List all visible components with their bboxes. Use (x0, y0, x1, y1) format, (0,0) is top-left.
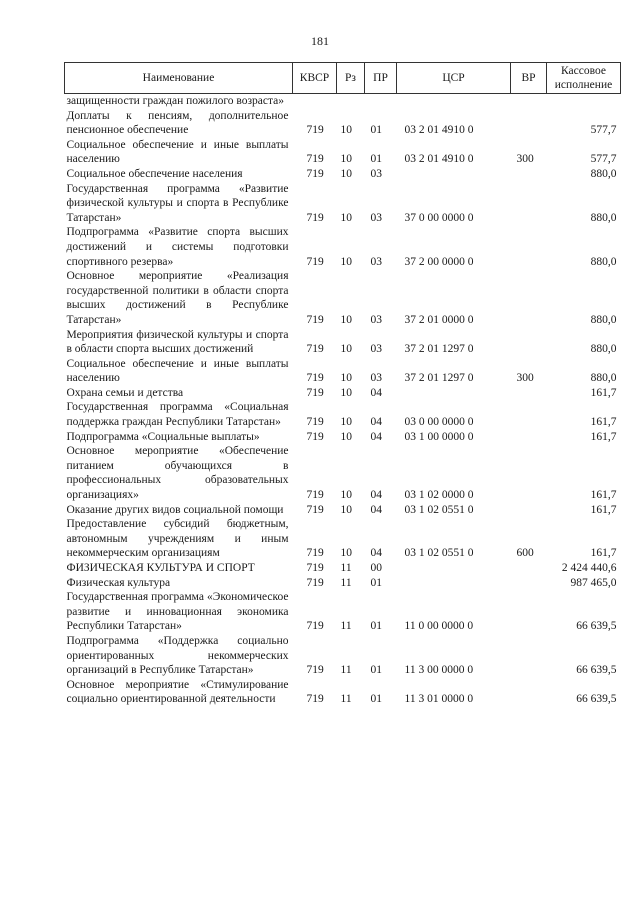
cell-pr: 04 (370, 416, 382, 429)
cell-pr (365, 94, 397, 109)
cell-rz: 11 (340, 562, 352, 574)
page-number: 181 (311, 34, 329, 48)
cell-vr (511, 94, 547, 109)
cell-rz: 11 (340, 620, 352, 633)
table-row (65, 138, 621, 167)
cell-name: Социальное обеспечение и иные выплаты населению (66, 138, 289, 166)
table-header-row (65, 63, 621, 94)
cell-csr: 37 0 00 0000 0 (404, 211, 474, 224)
cell-name: Оказание других видов социальной помощи (66, 503, 284, 516)
cell-rz: 10 (340, 153, 352, 166)
cell-sum: 66 639,5 (576, 620, 617, 633)
cell-csr: 11 0 00 0000 0 (404, 620, 474, 633)
cell-vr: 300 (516, 372, 534, 385)
cell-pr: 04 (370, 386, 382, 399)
cell-sum: 880,0 (590, 343, 617, 356)
cell-kvsr: 719 (306, 372, 324, 385)
table-row (65, 517, 621, 561)
cell-vr (511, 109, 547, 138)
cell-kvsr: 719 (306, 562, 324, 574)
cell-name: Охрана семьи и детства (66, 386, 184, 399)
cell-name: Физическая культура (66, 576, 171, 589)
header-sum-line1: Кассовое (561, 65, 606, 77)
cell-sum: 577,7 (590, 153, 617, 166)
cell-sum: 161,7 (590, 430, 617, 443)
table-row (65, 590, 621, 634)
cell-vr (511, 444, 547, 502)
cell-sum: 880,0 (590, 255, 617, 268)
cell-rz: 10 (340, 430, 352, 443)
cell-csr (397, 94, 511, 109)
cell-pr: 01 (370, 124, 382, 137)
cell-csr (397, 561, 511, 576)
cell-kvsr: 719 (306, 124, 324, 137)
cell-csr: 03 1 02 0551 0 (404, 503, 474, 516)
table-row (65, 269, 621, 327)
cell-pr: 01 (370, 664, 382, 677)
cell-kvsr: 719 (306, 255, 324, 268)
table-row (65, 430, 621, 445)
cell-kvsr: 719 (306, 416, 324, 429)
cell-sum: 161,7 (590, 489, 617, 502)
cell-kvsr: 719 (306, 693, 324, 706)
cell-kvsr: 719 (306, 386, 324, 399)
cell-rz: 10 (340, 489, 352, 502)
cell-rz: 10 (340, 255, 352, 268)
cell-vr (511, 182, 547, 226)
cell-rz: 10 (340, 547, 352, 560)
table-row (65, 444, 621, 502)
table-row (65, 167, 621, 182)
cell-vr (511, 590, 547, 634)
header-rz: Рз (337, 63, 365, 94)
cell-csr: 37 2 01 0000 0 (404, 313, 474, 326)
cell-name: Государственная программа «Экономическое развитие и инновационная экономика Республики Татарстан» (66, 591, 289, 633)
table-row (65, 678, 621, 707)
cell-name: Мероприятия физической культуры и спорта в области спорта высших достижений (66, 328, 289, 356)
cell-kvsr: 719 (306, 547, 324, 560)
cell-pr: 04 (370, 503, 382, 516)
cell-csr: 03 1 02 0551 0 (404, 547, 474, 560)
cell-name: Доплаты к пенсиям, дополнительное пенсионное обеспечение (66, 109, 289, 137)
header-pr: ПР (365, 63, 397, 94)
cell-vr (511, 167, 547, 182)
header-name: Наименование (65, 63, 293, 94)
cell-pr: 03 (370, 343, 382, 356)
cell-kvsr: 719 (306, 664, 324, 677)
cell-vr: 600 (516, 547, 534, 560)
cell-pr: 03 (370, 372, 382, 385)
cell-pr: 03 (370, 313, 382, 326)
cell-sum: 161,7 (590, 386, 617, 399)
cell-vr (511, 634, 547, 678)
cell-name: Государственная программа «Социальная поддержка граждан Республики Татарстан» (66, 401, 289, 429)
cell-sum: 66 639,5 (576, 664, 617, 677)
cell-csr: 11 3 01 0000 0 (404, 693, 474, 706)
table-row (65, 503, 621, 518)
cell-sum: 880,0 (590, 211, 617, 224)
cell-sum (547, 94, 621, 109)
cell-name: Предоставление субсидий бюджетным, автономным учреждениям и иным некоммерческим организациям (66, 518, 289, 560)
cell-csr (397, 576, 511, 591)
cell-pr: 00 (370, 562, 382, 574)
cell-pr: 04 (370, 489, 382, 502)
cell-name: Основное мероприятие «Реализация государственной политики в области спорта высших достижений в Республике Татарстан» (66, 270, 289, 326)
cell-name: Подпрограмма «Развитие спорта высших достижений и системы подготовки спортивного резерва» (66, 226, 289, 268)
cell-name: Основное мероприятие «Стимулирование социально ориентированной деятельности (66, 678, 289, 706)
cell-kvsr: 719 (306, 576, 324, 589)
cell-name: Социальное обеспечение и иные выплаты населению (66, 357, 289, 385)
cell-rz: 10 (340, 167, 352, 180)
cell-kvsr: 719 (306, 313, 324, 326)
cell-csr: 03 0 00 0000 0 (404, 416, 474, 429)
cell-csr (397, 167, 511, 182)
cell-sum: 161,7 (590, 547, 617, 560)
cell-name: Основное мероприятие «Обеспечение питанием обучающихся в профессиональных образовательных организациях» (66, 445, 289, 502)
cell-sum: 66 639,5 (576, 693, 617, 706)
table-row (65, 634, 621, 678)
cell-rz: 11 (340, 576, 352, 589)
cell-name: Государственная программа «Развитие физической культуры и спорта в Республике Татарстан» (66, 182, 289, 224)
cell-sum: 2 424 440,6 (561, 562, 617, 574)
cell-kvsr: 719 (306, 153, 324, 166)
cell-sum: 577,7 (590, 124, 617, 137)
cell-sum: 987 465,0 (570, 576, 617, 589)
cell-vr (511, 430, 547, 445)
table-row (65, 561, 621, 576)
cell-pr: 01 (370, 693, 382, 706)
header-sum (547, 63, 621, 94)
cell-kvsr: 719 (306, 167, 324, 180)
table-row (65, 109, 621, 138)
cell-rz: 10 (340, 211, 352, 224)
cell-csr: 37 2 00 0000 0 (404, 255, 474, 268)
cell-pr: 01 (370, 153, 382, 166)
cell-kvsr: 719 (306, 211, 324, 224)
table-row (65, 386, 621, 401)
header-kvsr: КВСР (293, 63, 337, 94)
cell-pr: 04 (370, 547, 382, 560)
cell-name: защищенности граждан пожилого возраста» (66, 95, 285, 107)
header-vr: ВР (511, 63, 547, 94)
cell-rz: 10 (340, 386, 352, 399)
cell-vr (511, 678, 547, 707)
table-body (65, 94, 621, 707)
cell-vr (511, 386, 547, 401)
cell-vr (511, 400, 547, 429)
cell-kvsr: 719 (306, 430, 324, 443)
cell-vr: 300 (516, 153, 534, 166)
cell-rz: 10 (340, 313, 352, 326)
cell-pr: 03 (370, 255, 382, 268)
cell-sum: 880,0 (590, 313, 617, 326)
cell-csr (397, 386, 511, 401)
cell-kvsr: 719 (306, 503, 324, 516)
cell-pr: 01 (370, 620, 382, 633)
cell-rz: 10 (340, 372, 352, 385)
cell-kvsr: 719 (306, 620, 324, 633)
cell-rz: 10 (340, 124, 352, 137)
cell-name: Подпрограмма «Поддержка социально ориентированных некоммерческих организаций в Республике Татарстан» (66, 634, 289, 677)
table-row (65, 357, 621, 386)
cell-csr: 11 3 00 0000 0 (404, 664, 474, 677)
table-row (65, 400, 621, 429)
cell-sum: 161,7 (590, 503, 617, 516)
cell-name: ФИЗИЧЕСКАЯ КУЛЬТУРА И СПОРТ (66, 562, 255, 574)
cell-csr: 03 1 00 0000 0 (404, 430, 474, 443)
cell-vr (511, 328, 547, 357)
cell-pr: 04 (370, 430, 382, 443)
cell-rz: 10 (340, 503, 352, 516)
cell-vr (511, 269, 547, 327)
cell-vr (511, 561, 547, 576)
table-row (65, 328, 621, 357)
cell-sum: 161,7 (590, 416, 617, 429)
cell-vr (511, 576, 547, 591)
cell-rz (337, 94, 365, 109)
cell-name: Социальное обеспечение населения (66, 167, 243, 180)
cell-rz: 10 (340, 416, 352, 429)
cell-name: Подпрограмма «Социальные выплаты» (66, 430, 260, 443)
cell-kvsr: 719 (306, 489, 324, 502)
cell-csr: 03 1 02 0000 0 (404, 489, 474, 502)
header-csr: ЦСР (397, 63, 511, 94)
cell-pr: 03 (370, 167, 382, 180)
cell-pr: 03 (370, 211, 382, 224)
budget-execution-table (64, 62, 621, 707)
table-row (65, 182, 621, 226)
cell-kvsr: 719 (306, 343, 324, 356)
cell-rz: 11 (340, 693, 352, 706)
cell-vr (511, 503, 547, 518)
cell-pr: 01 (370, 576, 382, 589)
table-row (65, 94, 621, 109)
cell-sum: 880,0 (590, 167, 617, 180)
cell-vr (511, 225, 547, 269)
cell-csr: 03 2 01 4910 0 (404, 124, 474, 137)
cell-csr: 37 2 01 1297 0 (404, 372, 474, 385)
cell-sum: 880,0 (590, 372, 617, 385)
table-row (65, 576, 621, 591)
table-row (65, 225, 621, 269)
cell-kvsr (293, 94, 337, 109)
header-sum-line2: исполнение (554, 79, 613, 91)
cell-csr: 03 2 01 4910 0 (404, 153, 474, 166)
cell-rz: 11 (340, 664, 352, 677)
cell-csr: 37 2 01 1297 0 (404, 343, 474, 356)
cell-rz: 10 (340, 343, 352, 356)
